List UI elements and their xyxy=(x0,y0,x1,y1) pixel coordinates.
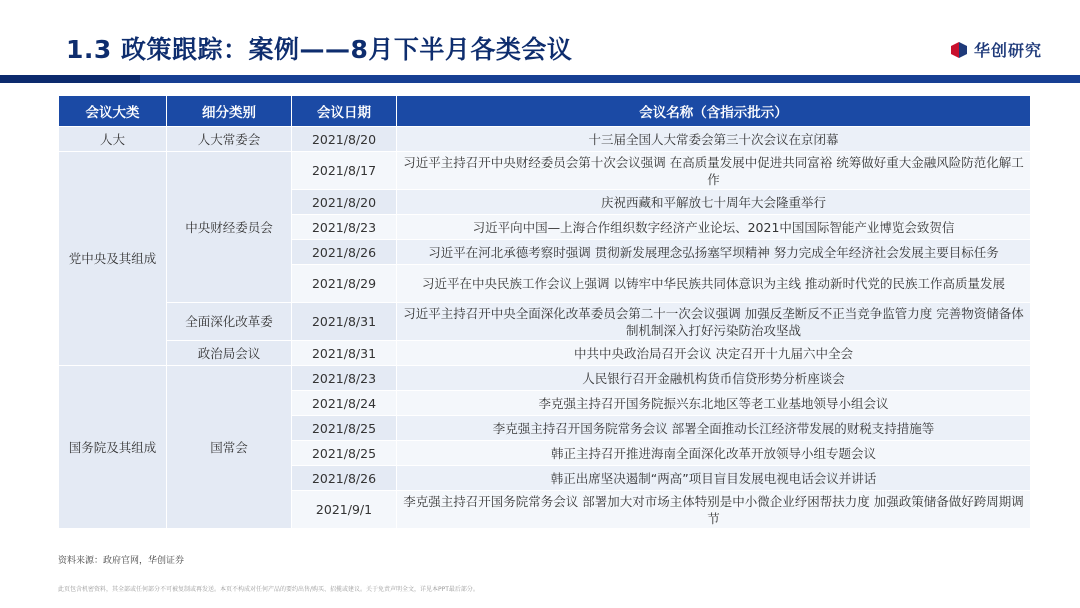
meeting-name-cell: 习近平在中央民族工作会议上强调 以铸牢中华民族共同体意识为主线 推动新时代党的民族工作高质量发展 xyxy=(397,265,1031,303)
column-header-date: 会议日期 xyxy=(292,96,397,127)
meeting-name-cell: 李克强主持召开国务院常务会议 部署全面推动长江经济带发展的财税支持措施等 xyxy=(397,416,1031,441)
date-cell: 2021/8/29 xyxy=(292,265,397,303)
category-cell: 党中央及其组成 xyxy=(59,152,167,366)
date-cell: 2021/8/31 xyxy=(292,303,397,341)
date-cell: 2021/8/26 xyxy=(292,240,397,265)
red-blue-cube-logo-icon xyxy=(949,40,969,60)
meeting-name-cell: 习近平在河北承德考察时强调 贯彻新发展理念弘扬塞罕坝精神 努力完成全年经济社会发展主要目标任务 xyxy=(397,240,1031,265)
meeting-name-cell: 韩正出席坚决遏制“两高”项目盲目发展电视电话会议并讲话 xyxy=(397,466,1031,491)
meeting-name-cell: 习近平主持召开中央财经委员会第十次会议强调 在高质量发展中促进共同富裕 统筹做好重大金融风险防范化解工作 xyxy=(397,152,1031,190)
header-rule xyxy=(0,75,1080,83)
table-row xyxy=(59,303,1031,341)
brand-logo-text: 华创研究 xyxy=(973,41,1042,60)
table-header-row xyxy=(59,96,1031,127)
date-cell: 2021/8/20 xyxy=(292,190,397,215)
table-row xyxy=(59,127,1031,152)
table-row xyxy=(59,152,1031,190)
date-cell: 2021/9/1 xyxy=(292,491,397,529)
meeting-name-cell: 习近平主持召开中央全面深化改革委员会第二十一次会议强调 加强反垄断反不正当竞争监管力度 完善物资储备体制机制深入打好污染防治攻坚战 xyxy=(397,303,1031,341)
column-header-category: 会议大类 xyxy=(59,96,167,127)
date-cell: 2021/8/24 xyxy=(292,391,397,416)
page-title: 1.3 政策跟踪：案例——8月下半月各类会议 xyxy=(66,35,573,64)
brand-logo xyxy=(949,38,1042,61)
category-cell: 国务院及其组成 xyxy=(59,366,167,529)
column-header-meeting-name: 会议名称（含指示批示） xyxy=(397,96,1031,127)
meeting-name-cell: 李克强主持召开国务院常务会议 部署加大对市场主体特别是中小微企业纾困帮扶力度 加强政策储备做好跨周期调节 xyxy=(397,491,1031,529)
date-cell: 2021/8/25 xyxy=(292,441,397,466)
meeting-name-cell: 习近平向中国—上海合作组织数字经济产业论坛、2021中国国际智能产业博览会致贺信 xyxy=(397,215,1031,240)
date-cell: 2021/8/26 xyxy=(292,466,397,491)
date-cell: 2021/8/31 xyxy=(292,341,397,366)
date-cell: 2021/8/20 xyxy=(292,127,397,152)
meetings-table xyxy=(58,95,1031,529)
header-rule-accent xyxy=(0,75,140,83)
subcategory-cell: 全面深化改革委 xyxy=(167,303,292,341)
subcategory-cell: 政治局会议 xyxy=(167,341,292,366)
category-cell: 人大 xyxy=(59,127,167,152)
column-header-subcategory: 细分类别 xyxy=(167,96,292,127)
source-note: 资料来源：政府官网，华创证券 xyxy=(58,556,185,566)
subcategory-cell: 人大常委会 xyxy=(167,127,292,152)
date-cell: 2021/8/17 xyxy=(292,152,397,190)
meeting-name-cell: 庆祝西藏和平解放七十周年大会隆重举行 xyxy=(397,190,1031,215)
table-row xyxy=(59,366,1031,391)
meeting-name-cell: 李克强主持召开国务院振兴东北地区等老工业基地领导小组会议 xyxy=(397,391,1031,416)
date-cell: 2021/8/25 xyxy=(292,416,397,441)
meeting-name-cell: 中共中央政治局召开会议 决定召开十九届六中全会 xyxy=(397,341,1031,366)
date-cell: 2021/8/23 xyxy=(292,215,397,240)
meeting-name-cell: 人民银行召开金融机构货币信贷形势分析座谈会 xyxy=(397,366,1031,391)
meeting-name-cell: 十三届全国人大常委会第三十次会议在京闭幕 xyxy=(397,127,1031,152)
disclaimer-text: 此页包含机密资料，其全部或任何部分不可被复制或再发送。本页不构成对任何产品的要约出售/购买、招揽或建议。关于免责声明全文，详见本PPT最后部分。 xyxy=(58,586,479,593)
table-row xyxy=(59,341,1031,366)
date-cell: 2021/8/23 xyxy=(292,366,397,391)
subcategory-cell: 中央财经委员会 xyxy=(167,152,292,303)
meeting-name-cell: 韩正主持召开推进海南全面深化改革开放领导小组专题会议 xyxy=(397,441,1031,466)
subcategory-cell: 国常会 xyxy=(167,366,292,529)
